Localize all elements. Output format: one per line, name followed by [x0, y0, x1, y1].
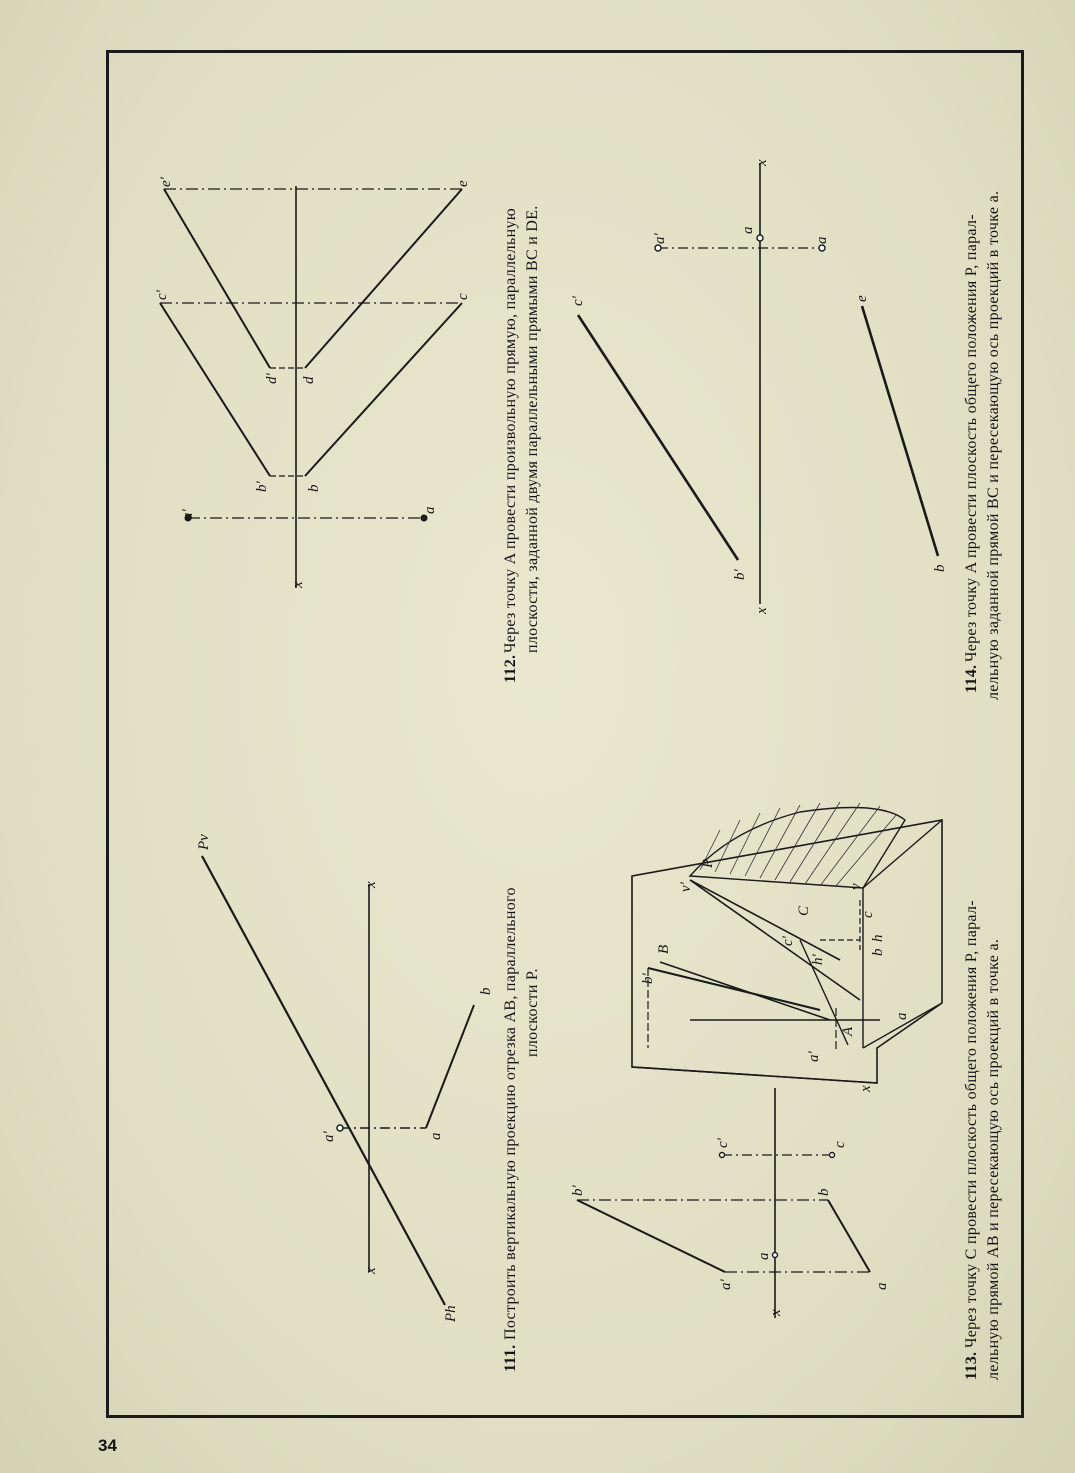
figure-114 [578, 164, 938, 604]
figure-111 [202, 856, 474, 1305]
label-x-114-bottom: x [754, 607, 770, 614]
label-x-113: x [768, 1309, 784, 1316]
segment-ab-prime [577, 1200, 725, 1272]
label-x-sketch: x [858, 1085, 874, 1092]
point-a-prime-114 [655, 245, 661, 251]
label-a-112: a [422, 506, 438, 514]
label-d-prime: d' [264, 373, 280, 384]
point-c-prime [720, 1153, 725, 1158]
label-a-upper-sketch: A [840, 1026, 856, 1036]
label-b-prime: b' [254, 481, 270, 492]
problem-text-113-line2: лельную прямой AB и пересекающую ось проекций в точке a. [985, 938, 1002, 1380]
label-b-113: b [816, 1188, 832, 1196]
label-x-111-bottom: x [363, 1267, 379, 1274]
problem-text-112-line1: Через точку A провести произвольную прямую, параллельную [502, 208, 519, 653]
label-a-113: a [874, 1282, 890, 1290]
label-v-sketch: v [848, 883, 864, 890]
point-c [830, 1153, 835, 1158]
label-c-upper-sketch: C [796, 905, 812, 916]
point-a-axis-114 [757, 235, 763, 241]
label-a-prime-sketch: a' [806, 1051, 822, 1062]
label-h-prime-sketch: h' [810, 954, 826, 965]
problem-text-114-line1: Через точку A провести плоскость общего положения P, парал- [963, 214, 980, 662]
point-a-prime [337, 1125, 343, 1131]
label-b-111: b [478, 987, 494, 995]
label-b-sketch: B [656, 944, 672, 954]
label-c: c [455, 293, 471, 300]
point-a-112 [422, 516, 427, 521]
label-e-prime: e' [158, 177, 174, 187]
problem-text-111-line1: Построить вертикальную проекцию отрезка AB, параллельного [502, 887, 519, 1340]
label-b-prime-sketch: b' [640, 973, 656, 984]
label-a-prime-112: a' [180, 509, 196, 520]
label-b-prime-114: b' [732, 569, 748, 580]
point-a-114 [819, 245, 825, 251]
segment-bc-114 [862, 306, 938, 556]
label-pv: Pv [196, 834, 212, 850]
caption-111 [502, 887, 541, 1372]
label-a-114: a [814, 236, 830, 244]
label-c-prime-114: c' [570, 296, 586, 306]
segment-ab-horizontal [426, 1005, 474, 1128]
trace-line-p [202, 856, 445, 1305]
label-a-sketch: a [894, 1012, 910, 1020]
line-d-e [305, 189, 462, 368]
label-x-112: x [290, 581, 306, 588]
label-a-axis-113: a [756, 1252, 772, 1260]
figure-112 [160, 186, 462, 588]
line-b-c [305, 303, 462, 476]
problem-number-112: 112. [502, 654, 519, 683]
label-c-113: c [832, 1141, 848, 1148]
label-a-axis-114: a [740, 226, 756, 234]
figure-113 [577, 802, 942, 1318]
label-ph: Ph [443, 1305, 459, 1322]
line-b-c-prime [160, 303, 270, 476]
label-e: e [455, 180, 471, 187]
label-e-114: e [854, 295, 870, 302]
problem-text-112-line2: плоскости, заданной двумя параллельными прямыми BC и DE. [524, 205, 541, 653]
problem-text-114-line2: лельную заданной прямой BC и пересекающую ось проекций в точке a. [985, 190, 1002, 700]
problem-number-113: 113. [963, 1351, 980, 1380]
label-a-prime-113: a' [718, 1279, 734, 1290]
problem-text-111-line2: плоскости P. [524, 968, 541, 1057]
problem-text-113-line1: Через точку C провести плоскость общего положения P, парал- [963, 900, 980, 1348]
label-b-lower-sketch: b [870, 948, 886, 956]
label-a-prime-114: a' [652, 233, 668, 244]
label-x-111-top: x [363, 881, 379, 888]
label-p-sketch: P [700, 858, 716, 868]
problem-number-111: 111. [502, 1344, 519, 1372]
label-b: b [306, 484, 322, 492]
point-a-axis [773, 1253, 778, 1258]
page-number: 34 [98, 1436, 117, 1455]
label-c-sketch: c [860, 911, 876, 918]
label-x-114-top: x [754, 159, 770, 166]
label-c-prime-sketch: c' [780, 936, 796, 946]
line-ab-space [648, 968, 820, 1010]
plane-p-hatched [690, 808, 905, 889]
caption-112 [502, 205, 541, 683]
label-d: d [301, 376, 317, 384]
label-h-sketch: h [870, 934, 886, 942]
segment-ab-113 [828, 1200, 870, 1272]
label-b-prime-113: b' [570, 1185, 586, 1196]
label-a-111: a [428, 1132, 444, 1140]
segment-bc-prime [578, 315, 738, 560]
label-c-prime: c' [154, 290, 170, 300]
line-d-e-prime [164, 189, 270, 368]
label-v-prime-sketch: v' [678, 882, 694, 892]
caption-113 [963, 900, 1002, 1380]
label-c-prime-113: c' [715, 1138, 731, 1148]
caption-114 [963, 191, 1002, 700]
label-b-114: b [932, 564, 948, 572]
problem-number-114: 114. [963, 664, 980, 693]
label-a-prime-111: a' [321, 1131, 337, 1142]
